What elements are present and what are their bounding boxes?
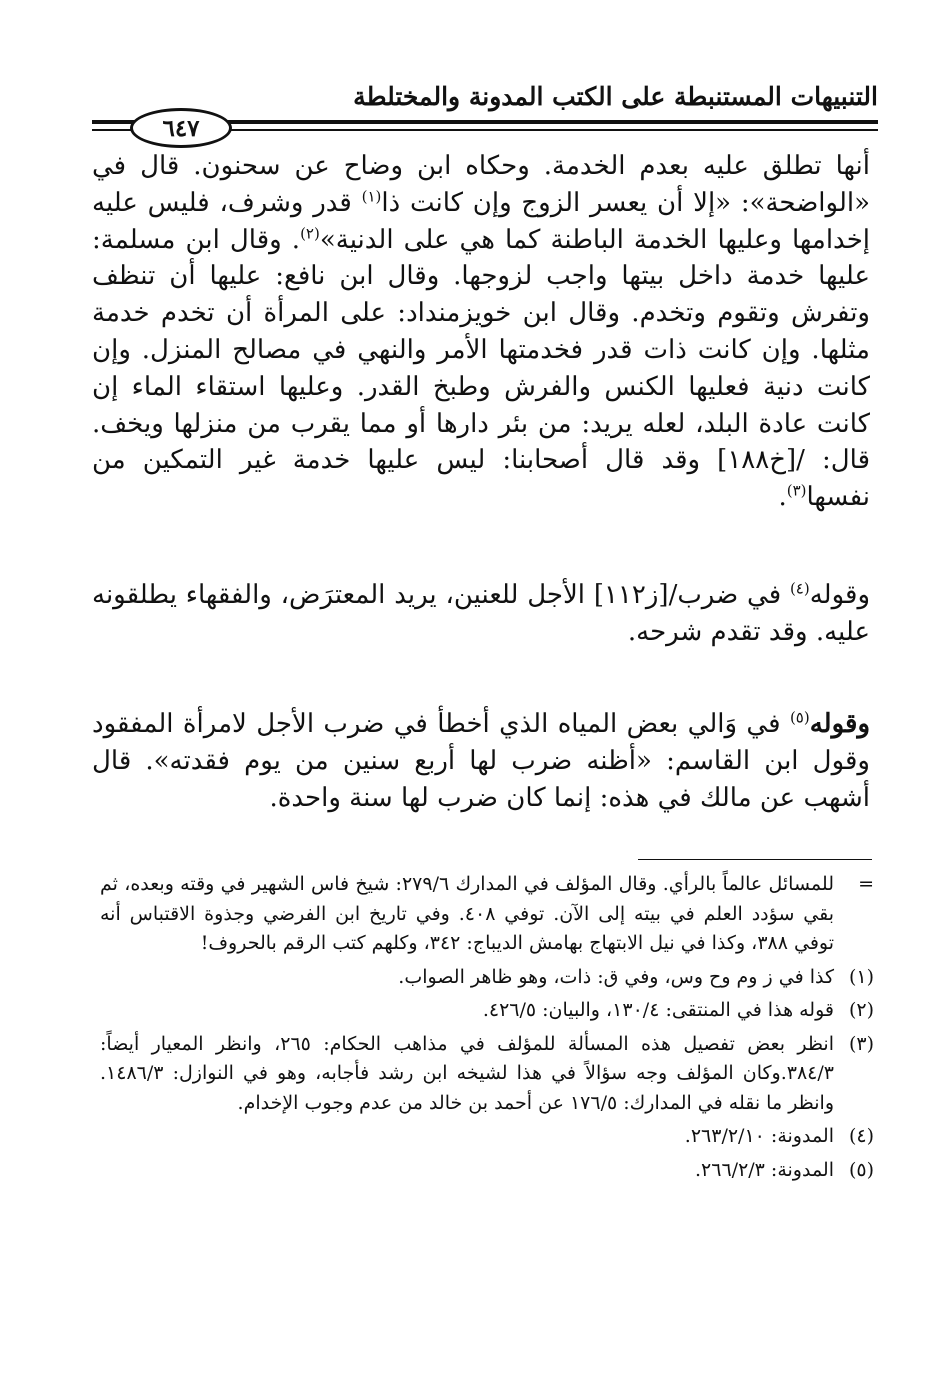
footnote-continued-text: للمسائل عالماً بالرأي. وقال المؤلف في المدارك ٢٧٩/٦: شيخ فاس الشهير في وقته وبعده، ثم بقي سؤدد العلم في بيته إلى الآن. توفي ٤٠٨. وفي تاريخ ابن الفرضي وجذوة الاقتباس أنه توفي ٣٨٨، وكذا في نيل الابتهاج بهامش الديباج: ٣٤٢، وكلهم كتب الرقم بالحروف! bbox=[100, 873, 834, 954]
paragraph-2 bbox=[92, 577, 870, 651]
paragraph-1 bbox=[92, 148, 870, 516]
footnote-5-mark: (٥) bbox=[848, 1158, 874, 1181]
running-title: التنبيهات المستنبطة على الكتب المدونة والمختلطة bbox=[353, 82, 878, 111]
paragraph-1-text-a: أنها تطلق عليه بعدم الخدمة. وحكاه ابن وضاح عن سحنون. قال في «الواضحة»: «إلا أن يعسر الزوج وإن كانت ذا bbox=[92, 151, 870, 218]
footnote-ref-2[interactable]: (٢) bbox=[300, 223, 320, 242]
paragraph-3-lead: وقوله bbox=[809, 709, 870, 739]
footnote-ref-3[interactable]: (٣) bbox=[786, 481, 807, 500]
footnote-3-mark: (٣) bbox=[848, 1032, 874, 1055]
page-number: ٦٤٧ bbox=[130, 108, 232, 148]
paragraph-3-text: في وَالي بعض المياه الذي أخطأ في ضرب الأجل لامرأة المفقود وقول ابن القاسم: «أظنه ضرب لها أربع سنين من يوم فقدته». قال أشهب عن مالك في هذه: إنما كان ضرب لها سنة واحدة. bbox=[92, 709, 870, 813]
footnote-2-mark: (٢) bbox=[848, 999, 874, 1021]
footnote-separator bbox=[638, 859, 872, 860]
footnote-4-text: المدونة: ٢٦٣/٢/١٠. bbox=[684, 1125, 834, 1147]
paragraph-2-lead: وقوله bbox=[809, 580, 870, 610]
footnote-1-mark: (١) bbox=[848, 965, 874, 988]
footnote-5 bbox=[100, 1156, 874, 1186]
footnote-1 bbox=[100, 963, 874, 993]
footnote-continuation-mark: = bbox=[858, 873, 874, 895]
paragraph-1-text-b: قدر وشرف، فليس عليه إخدامها وعليها الخدمة الباطنة كما هي على الدنية» bbox=[92, 187, 870, 255]
paragraph-3 bbox=[92, 706, 870, 816]
paragraph-2-text: في ضرب/[ز١١٢] الأجل للعنين، يريد المعترَض، والفقهاء يطلقونه عليه. وقد تقدم شرحه. bbox=[92, 580, 870, 647]
footnote-continued bbox=[100, 870, 874, 959]
paragraph-1-text-c: . وقال ابن مسلمة: عليها خدمة داخل بيتها واجب لزوجها. وقال ابن نافع: عليها أن تنظف وتفرش وتقوم وتخدم. وقال ابن خويزمنداد: على المرأة أن تخدم خدمة مثلها. وإن كانت ذات قدر فخدمتها الأمر والنهي في مصالح المنزل. وإن كانت دنية فعليها الكنس والفرش وطبخ القدر. وعليها استقاء الماء إن كانت عادة البلد، لعله يريد: من بئر دارها أو مما يقرب من منزلها ويخف. قال: /[خ١٨٨] وقد قال أصحابنا: ليس عليها خدمة غير التمكين من نفسها bbox=[92, 224, 870, 513]
footnote-4-mark: (٤) bbox=[848, 1125, 874, 1147]
footnote-3-text: انظر بعض تفصيل هذه المسألة للمؤلف في مذاهب الحكام: ٢٦٥، وانظر المعيار أيضاً: ٣٨٤/٣.وكان المؤلف وجه سؤالاً في هذا لشيخه ابن رشد فأجابه، وهو في النوازل: ١٤٨٦/٣. وانظر ما نقله في المدارك: ١٧٦/٥ عن أحمد بن خالد من عدم وجوب الإخدام. bbox=[100, 1032, 834, 1114]
footnote-ref-5[interactable]: (٥) bbox=[789, 708, 810, 727]
footnotes bbox=[100, 870, 874, 1189]
footnote-1-text: كذا في ز وم وح وس، وفي ق: ذات، وهو ظاهر الصواب. bbox=[398, 965, 834, 988]
footnote-2 bbox=[100, 996, 874, 1026]
footnote-ref-1[interactable]: (١) bbox=[361, 187, 382, 206]
footnote-ref-4[interactable]: (٤) bbox=[789, 579, 810, 598]
footnote-4 bbox=[100, 1122, 874, 1152]
paragraph-1-text-d: . bbox=[778, 482, 787, 513]
footnote-2-text: قوله هذا في المنتقى: ١٣٠/٤، والبيان: ٤٢٦/٥. bbox=[482, 999, 834, 1021]
footnote-5-text: المدونة: ٢٦٦/٢/٣. bbox=[695, 1158, 834, 1181]
footnote-3 bbox=[100, 1030, 874, 1119]
